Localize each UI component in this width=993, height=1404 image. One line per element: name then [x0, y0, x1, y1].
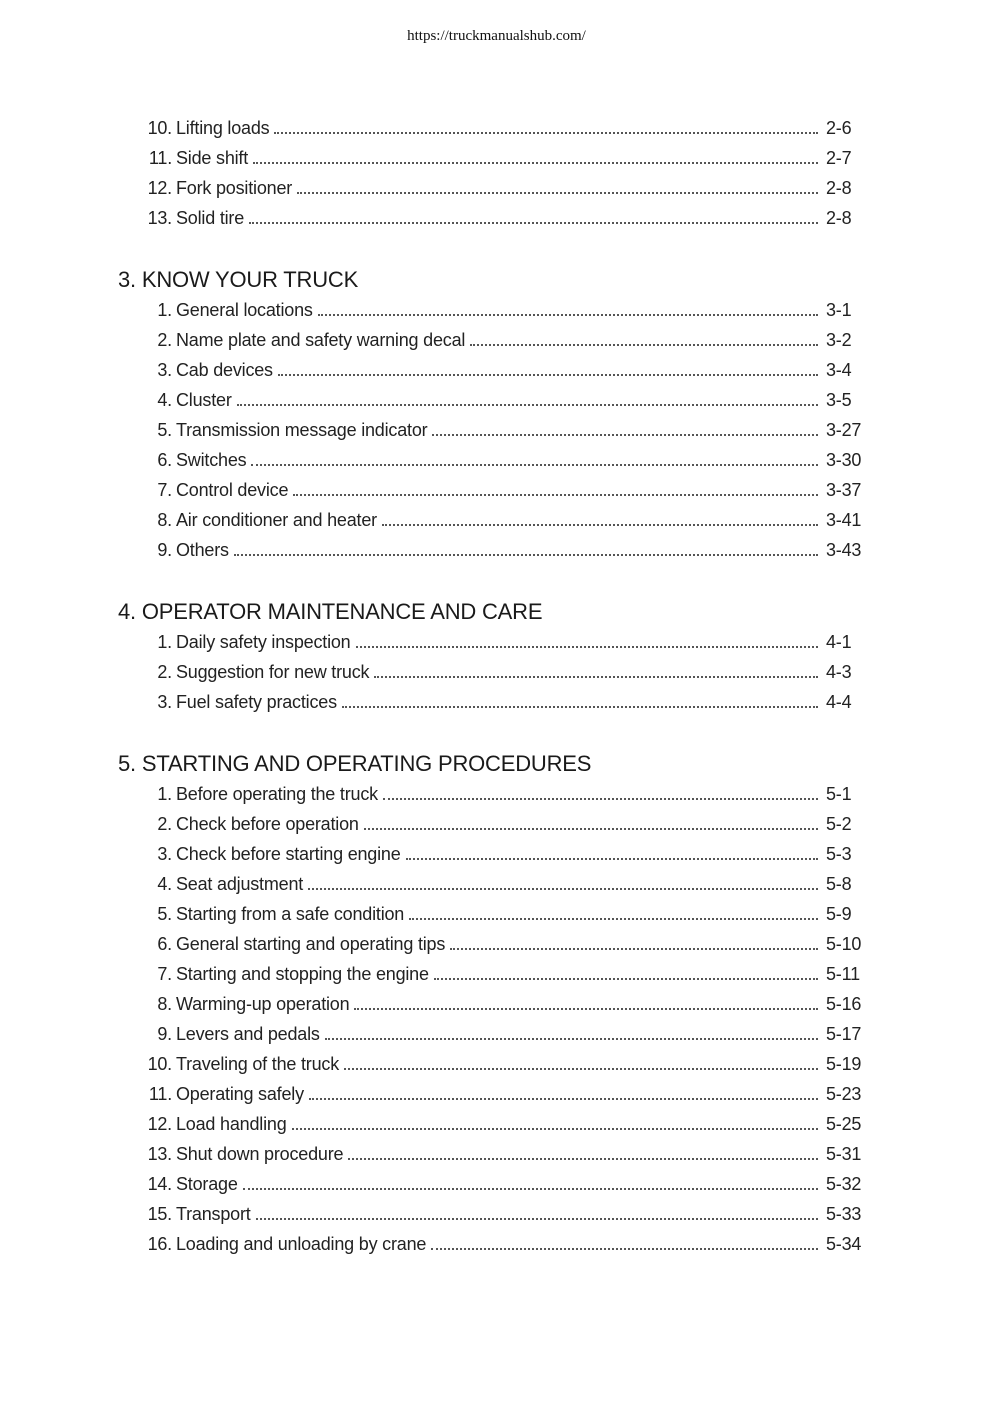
toc-entry-page: 5-3: [826, 844, 852, 864]
toc-entry[interactable]: [0, 929, 993, 959]
toc-entry-number: 2.: [157, 662, 172, 682]
toc-entry-number: 5.: [157, 904, 172, 924]
toc-entry[interactable]: [0, 173, 993, 203]
toc-entry[interactable]: [0, 1169, 993, 1199]
toc-entry[interactable]: [0, 899, 993, 929]
toc-entry[interactable]: [0, 415, 993, 445]
dot-leader: [237, 404, 818, 406]
toc-entry-label: Side shift: [176, 148, 249, 168]
toc-entry-label: Others: [176, 540, 229, 560]
toc-entry-page: 5-2: [826, 814, 852, 834]
toc-entry-label: Operating safely: [176, 1084, 304, 1104]
dot-leader: [292, 1128, 818, 1130]
toc-entry-number: 1.: [157, 632, 172, 652]
toc-entry[interactable]: [0, 1049, 993, 1079]
toc-entry-page: 3-43: [826, 540, 862, 560]
toc-entry-page: 5-9: [826, 904, 852, 924]
dot-leader: [354, 1008, 818, 1010]
toc-entry-number: 10.: [147, 1054, 172, 1074]
section-heading: 5. STARTING AND OPERATING PROCEDURES: [118, 751, 592, 776]
toc-entry-page: 5-17: [826, 1024, 862, 1044]
toc-entry-label: General starting and operating tips: [176, 934, 446, 954]
toc-entry-number: 3.: [157, 844, 172, 864]
source-url[interactable]: https://truckmanualshub.com/: [407, 28, 586, 44]
toc-entry[interactable]: [0, 839, 993, 869]
toc-entry-page: 5-25: [826, 1114, 862, 1134]
toc-entry-page: 5-32: [826, 1174, 862, 1194]
toc-entry-label: Shut down procedure: [176, 1144, 344, 1164]
dot-leader: [318, 314, 818, 316]
dot-leader: [434, 978, 818, 980]
toc-entry-page: 3-30: [826, 450, 862, 470]
dot-leader: [364, 828, 818, 830]
toc-entry[interactable]: [0, 1199, 993, 1229]
dot-leader: [348, 1158, 818, 1160]
toc-entry[interactable]: [0, 1139, 993, 1169]
toc-entry-number: 13.: [147, 1144, 172, 1164]
toc-entry[interactable]: [0, 325, 993, 355]
toc-entry[interactable]: [0, 355, 993, 385]
dot-leader: [406, 858, 818, 860]
toc-entry-page: 3-27: [826, 420, 862, 440]
toc-entry-page: 5-34: [826, 1234, 862, 1254]
toc-entry-page: 3-41: [826, 510, 862, 530]
toc-entry[interactable]: [0, 959, 993, 989]
dot-leader: [431, 1248, 818, 1250]
toc-entry-label: Storage: [176, 1174, 238, 1194]
toc-entry-number: 3.: [157, 692, 172, 712]
toc-entry[interactable]: [0, 295, 993, 325]
toc-entry-label: Air conditioner and heater: [176, 510, 377, 530]
toc-entry-page: 5-1: [826, 784, 852, 804]
dot-leader: [309, 1098, 818, 1100]
toc-entry-number: 7.: [157, 964, 172, 984]
toc-entry-label: Seat adjustment: [176, 874, 304, 894]
toc-entry-page: 5-11: [826, 964, 860, 984]
toc-entry[interactable]: [0, 869, 993, 899]
toc-entry-page: 2-6: [826, 118, 852, 138]
toc-entry[interactable]: [0, 1229, 993, 1259]
toc-entry-label: Solid tire: [176, 208, 245, 228]
toc-entry[interactable]: [0, 475, 993, 505]
toc-entry-label: Daily safety inspection: [176, 632, 351, 652]
toc-entry-page: 2-7: [826, 148, 852, 168]
toc-entry[interactable]: [0, 1019, 993, 1049]
toc-entry-number: 11.: [148, 1084, 172, 1104]
toc-entry-number: 13.: [147, 208, 172, 228]
toc-entry-page: 3-4: [826, 360, 852, 380]
dot-leader: [374, 676, 818, 678]
dot-leader: [234, 554, 818, 556]
toc-entry-page: 4-1: [826, 632, 852, 652]
toc-entry-label: Check before operation: [176, 814, 359, 834]
toc-entry-number: 8.: [157, 510, 172, 530]
toc-entry-page: 3-1: [826, 300, 852, 320]
toc-entry-number: 3.: [157, 360, 172, 380]
dot-leader: [243, 1188, 818, 1190]
toc-entry[interactable]: [0, 143, 993, 173]
toc-entry-label: Transport: [176, 1204, 251, 1224]
dot-leader: [344, 1068, 818, 1070]
toc-entry-label: Levers and pedals: [176, 1024, 320, 1044]
toc-entry-label: Lifting loads: [176, 118, 270, 138]
toc-entry-page: 3-2: [826, 330, 852, 350]
dot-leader: [432, 434, 818, 436]
toc-entry-label: Control device: [176, 480, 289, 500]
toc-entry-page: 2-8: [826, 178, 852, 198]
toc-entry[interactable]: [0, 385, 993, 415]
toc-entry-label: Starting and stopping the engine: [176, 964, 429, 984]
toc-entry-page: 5-23: [826, 1084, 862, 1104]
toc-entry[interactable]: [0, 687, 993, 717]
toc-entry-number: 5.: [157, 420, 172, 440]
toc-entry-number: 1.: [157, 784, 172, 804]
toc-entry-number: 2.: [157, 330, 172, 350]
dot-leader: [383, 798, 818, 800]
toc-entry-label: Load handling: [176, 1114, 287, 1134]
toc-entry-label: Warming-up operation: [176, 994, 350, 1014]
toc-entry-page: 5-16: [826, 994, 862, 1014]
toc-entry[interactable]: [0, 1079, 993, 1109]
toc-entry[interactable]: [0, 627, 993, 657]
toc-entry-number: 4.: [157, 874, 172, 894]
dot-leader: [251, 464, 818, 466]
toc-entry-number: 6.: [157, 450, 172, 470]
dot-leader: [325, 1038, 818, 1040]
toc-entry-number: 9.: [157, 1024, 172, 1044]
toc-entry-label: Suggestion for new truck: [176, 662, 370, 682]
toc-entry-label: Starting from a safe condition: [176, 904, 405, 924]
toc-entry-label: Fuel safety practices: [176, 692, 337, 712]
toc-entry-label: Cluster: [176, 390, 232, 410]
toc-entry-number: 11.: [148, 148, 172, 168]
toc-entry-number: 12.: [147, 178, 172, 198]
toc-entry-number: 8.: [157, 994, 172, 1014]
toc-entry-number: 14.: [147, 1174, 172, 1194]
toc-entry[interactable]: [0, 657, 993, 687]
toc-entry-page: 5-10: [826, 934, 862, 954]
toc-entry-number: 6.: [157, 934, 172, 954]
toc-entry-label: Cab devices: [176, 360, 273, 380]
section-heading: 3. KNOW YOUR TRUCK: [118, 267, 359, 292]
toc-entry[interactable]: [0, 535, 993, 565]
toc-entry-page: 3-37: [826, 480, 862, 500]
toc-entry-number: 12.: [147, 1114, 172, 1134]
toc-entry-number: 1.: [157, 300, 172, 320]
toc-entry[interactable]: [0, 445, 993, 475]
toc-entry[interactable]: [0, 1109, 993, 1139]
dot-leader: [470, 344, 818, 346]
toc-entry-label: Traveling of the truck: [176, 1054, 340, 1074]
toc-entry-page: 3-5: [826, 390, 852, 410]
toc-entry-label: Loading and unloading by crane: [176, 1234, 427, 1254]
dot-leader: [278, 374, 818, 376]
dot-leader: [253, 162, 818, 164]
toc-entry-page: 4-4: [826, 692, 852, 712]
toc-entry-page: 5-8: [826, 874, 852, 894]
toc-entry-label: Name plate and safety warning decal: [176, 330, 466, 350]
section-heading: 4. OPERATOR MAINTENANCE AND CARE: [118, 599, 543, 624]
toc-entry-label: Switches: [176, 450, 247, 470]
dot-leader: [382, 524, 818, 526]
toc-entry-label: Fork positioner: [176, 178, 293, 198]
dot-leader: [409, 918, 818, 920]
toc-entry-label: Before operating the truck: [176, 784, 378, 804]
dot-leader: [293, 494, 818, 496]
dot-leader: [249, 222, 818, 224]
dot-leader: [356, 646, 819, 648]
toc-entry-page: 4-3: [826, 662, 852, 682]
toc-entry[interactable]: [0, 989, 993, 1019]
dot-leader: [342, 706, 818, 708]
toc-entry-page: 2-8: [826, 208, 852, 228]
toc-entry[interactable]: [0, 113, 993, 143]
toc-entry-number: 7.: [157, 480, 172, 500]
dot-leader: [308, 888, 818, 890]
dot-leader: [450, 948, 818, 950]
toc-entry[interactable]: [0, 505, 993, 535]
toc-entry-label: General locations: [176, 300, 313, 320]
toc-entry-page: 5-33: [826, 1204, 862, 1224]
dot-leader: [297, 192, 818, 194]
toc-entry-page: 5-31: [826, 1144, 862, 1164]
dot-leader: [274, 132, 818, 134]
toc-entry[interactable]: [0, 779, 993, 809]
dot-leader: [256, 1218, 818, 1220]
toc-entry[interactable]: [0, 809, 993, 839]
toc-entry-number: 10.: [147, 118, 172, 138]
toc-entry-number: 2.: [157, 814, 172, 834]
toc-entry-number: 16.: [147, 1234, 172, 1254]
toc-entry-label: Transmission message indicator: [176, 420, 428, 440]
toc-entry-number: 9.: [157, 540, 172, 560]
toc-entry-number: 4.: [157, 390, 172, 410]
toc-entry-label: Check before starting engine: [176, 844, 401, 864]
toc-entry[interactable]: [0, 203, 993, 233]
toc-entry-page: 5-19: [826, 1054, 862, 1074]
toc-entry-number: 15.: [147, 1204, 172, 1224]
